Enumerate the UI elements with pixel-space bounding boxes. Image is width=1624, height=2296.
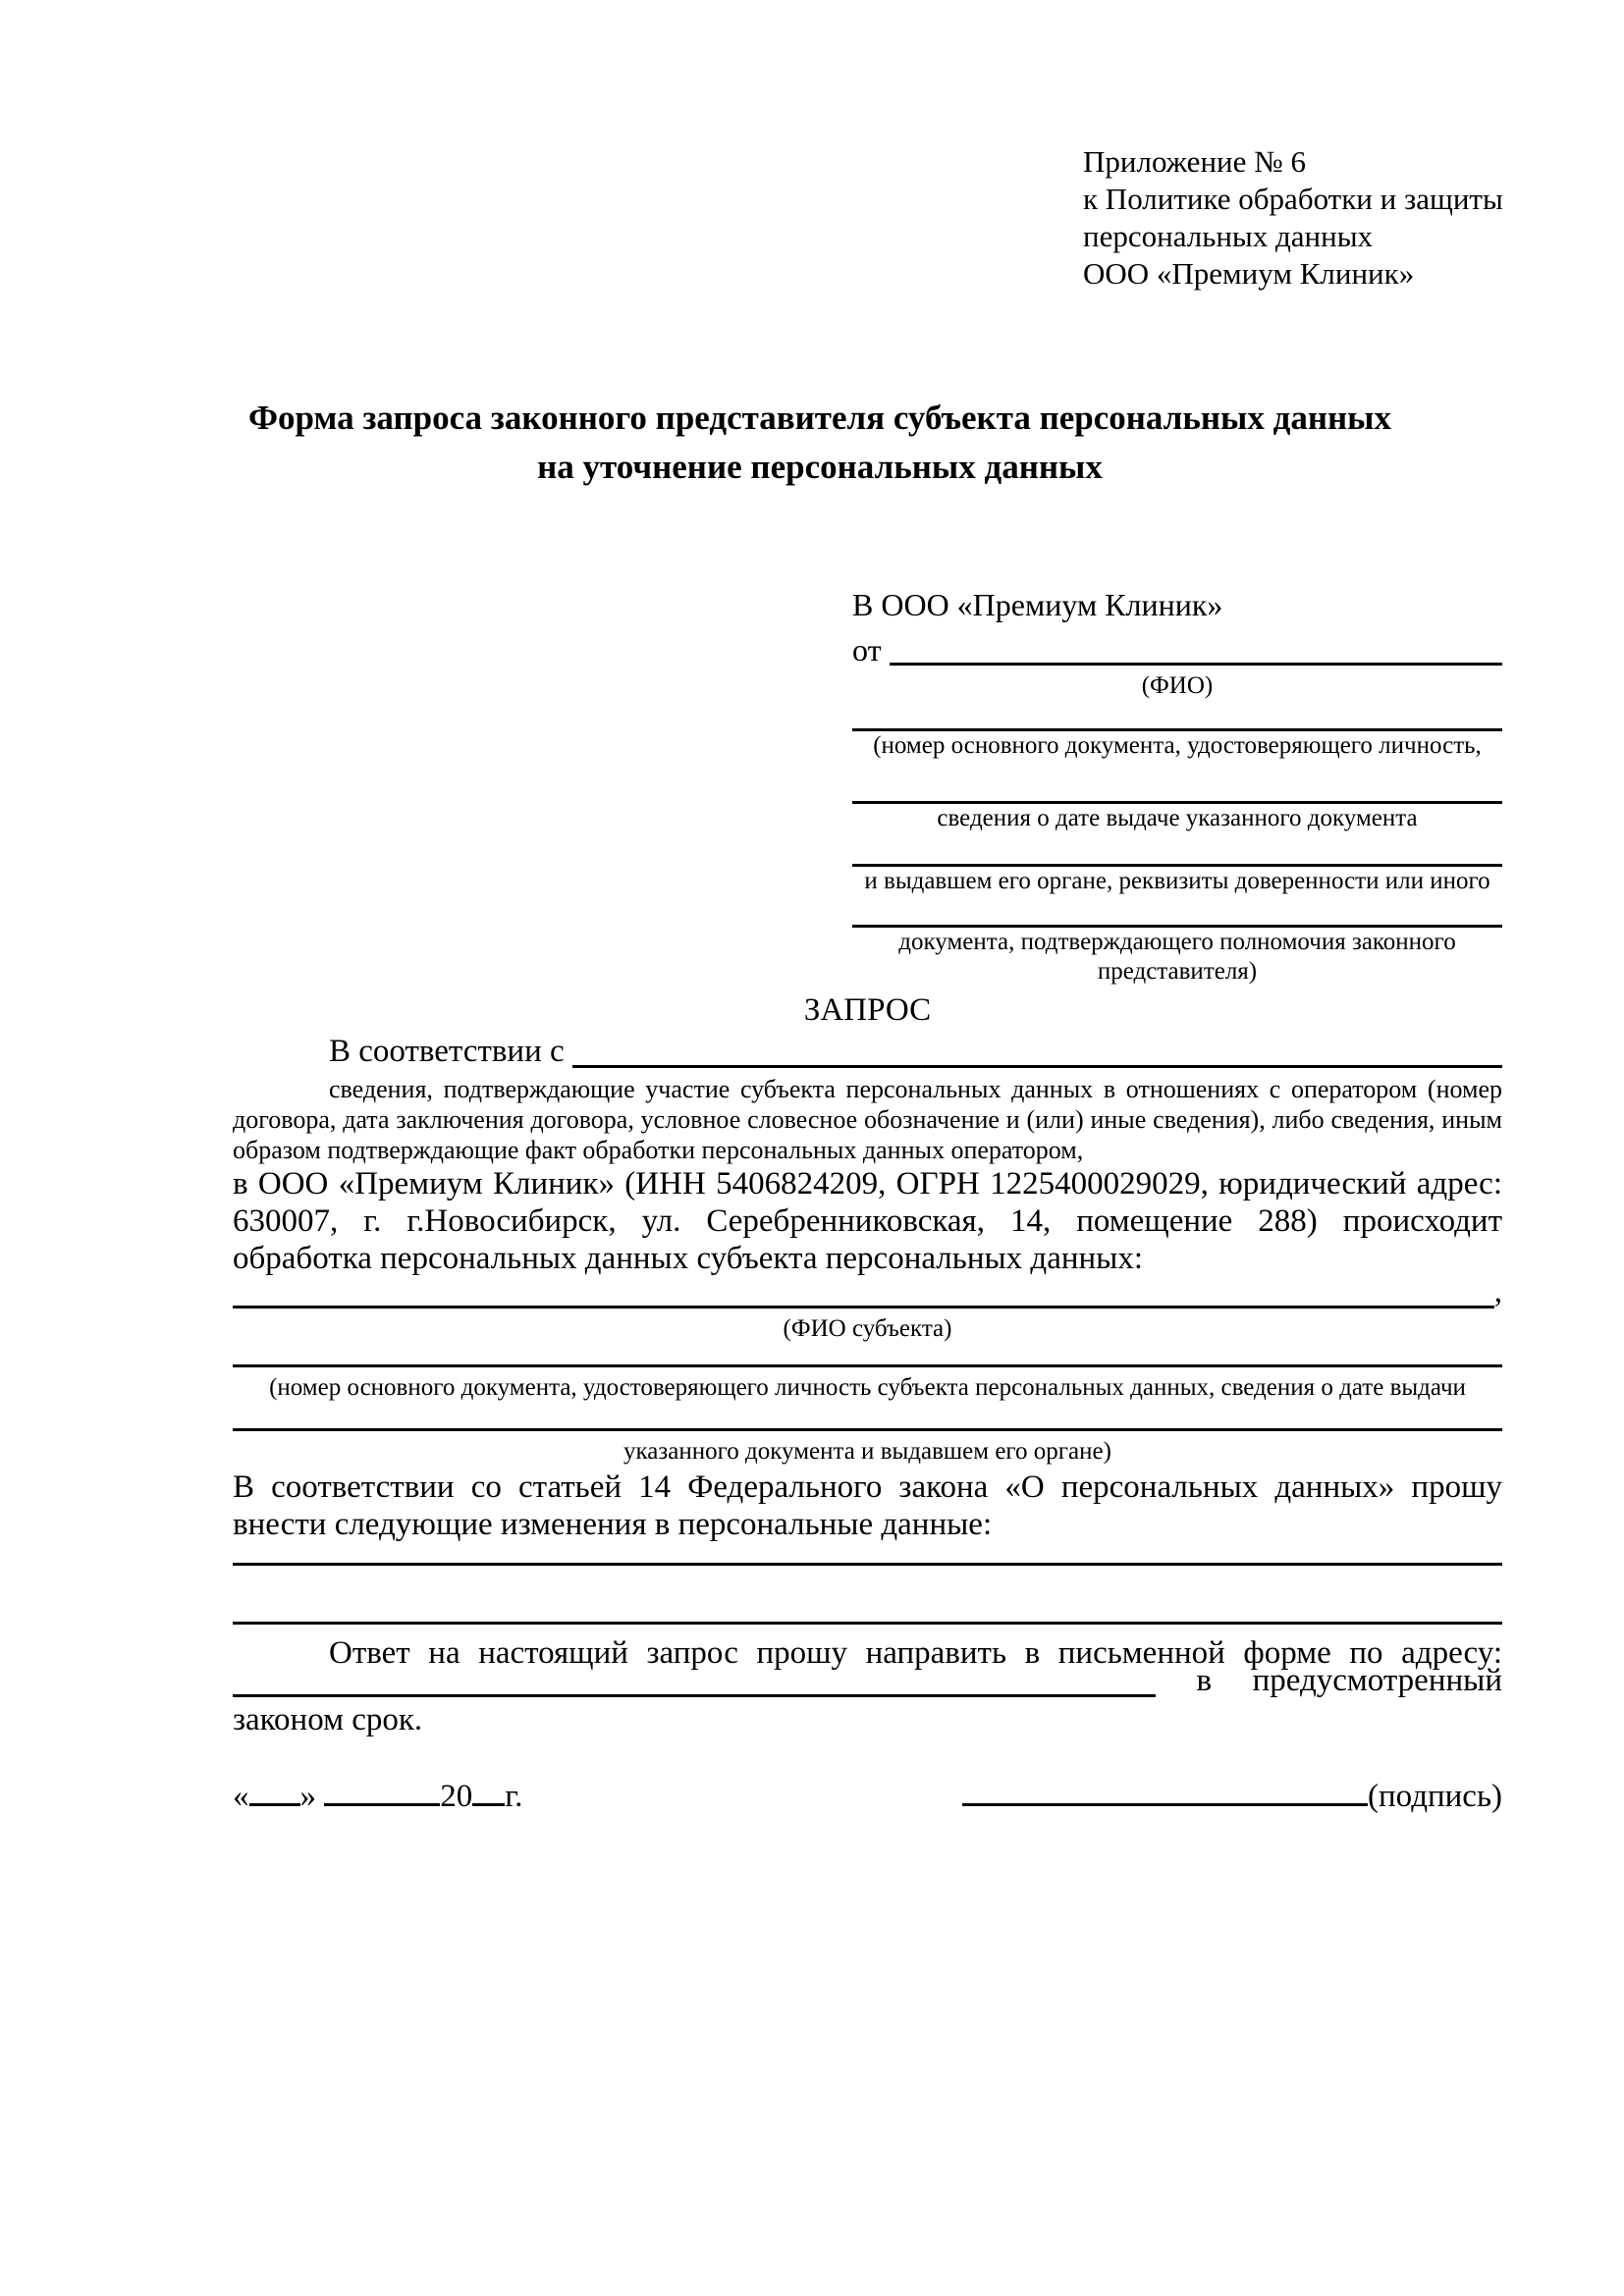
fio-field-line [890,630,1502,666]
subject-document-caption2: указанного документа и выдавшем его органе) [623,1438,1111,1465]
signature-field [962,1776,1502,1817]
basis-label: В соответствии с [329,1034,572,1069]
date-signature-row [233,1776,1502,1817]
issuing-authority-caption: и выдавшем его органе, реквизиты доверенности или иного [864,868,1490,894]
form-title-line: Форма запроса законного представителя субъекта персональных данных [248,399,1391,437]
subject-fio-row [233,1274,1502,1309]
response-address-row [233,1663,1502,1698]
year-prefix: 20 [440,1779,473,1814]
form-title-line: на уточнение персональных данных [537,448,1103,486]
subject-document-field-line [233,1364,1502,1367]
fio-caption: (ФИО) [1141,672,1214,699]
subject-document-field-line2 [233,1428,1502,1431]
subject-document-caption: (номер основного документа, удостоверяющего личность субъекта персональных данных, сведения о дате выдачи [269,1374,1466,1401]
basis-explanation: сведения, подтверждающие участие субъекта персональных данных в отношениях с оператором (номер договора, дата заключения договора, условное словесное обозначение и (или) иные сведения), либо сведения, иным образом подтверждающие факт обработки персональных данных оператором, [233,1075,1502,1164]
date-field [233,1776,522,1817]
from-row [852,630,1502,669]
month-field-line [324,1803,440,1806]
basis-field-line [572,1031,1502,1068]
response-paragraph-line3: законом срок. [233,1702,423,1737]
article-paragraph: В соответствии со статьей 14 Федерального закона «О персональных данных» прошу внести следующие изменения в персональные данные: [233,1469,1502,1542]
day-field-line [249,1803,300,1806]
request-heading: ЗАПРОС [803,992,932,1028]
appendix-note [1083,143,1503,293]
representative-authority-caption: документа, подтверждающего полномочия законного представителя) [898,929,1456,985]
date-quote-open: « [233,1779,249,1814]
appendix-line: ООО «Премиум Клиник» [1083,256,1415,291]
signature-field-line [962,1803,1368,1806]
subject-fio-caption: (ФИО субъекта) [783,1315,952,1342]
changes-field-line2 [233,1622,1502,1625]
appendix-line: к Политике обработки и защиты [1083,182,1503,216]
appendix-line: персональных данных [1083,219,1374,253]
response-paragraph-line1: Ответ на настоящий запрос прошу направить в письменной форме по адресу: [329,1635,1502,1671]
year-suffix: г. [505,1779,523,1814]
date-quote-close: » [299,1779,316,1814]
form-title [137,394,1502,492]
from-label: от [852,632,890,667]
subject-fio-comma: , [1493,1274,1502,1309]
year-field-line [472,1803,505,1806]
operator-paragraph: в ООО «Премиум Клиник» (ИНН 5406824209, ОГРН 1225400029029, юридический адрес: 630007, г. г.Новосибирск, ул. Серебренниковская, 14, помещение 288) происходит обработка персональных данных субъекта персональных данных: [233,1166,1502,1276]
response-word: предусмотренный [1252,1663,1502,1698]
response-word: в [1196,1663,1213,1698]
addressee-to: В ООО «Премиум Клиник» [852,587,1223,622]
changes-field-line1 [233,1563,1502,1566]
address-field-line [233,1671,1156,1697]
request-body [233,989,1502,1817]
subject-fio-field-line [233,1306,1494,1308]
addressee-block [852,585,1502,987]
issue-date-caption: сведения о дате выдаче указанного документа [937,805,1418,831]
document-number-caption: (номер основного документа, удостоверяющего личность, [873,732,1482,759]
signature-caption: (подпись) [1368,1779,1502,1814]
basis-row [233,1031,1502,1072]
appendix-line: Приложение № 6 [1083,144,1306,179]
